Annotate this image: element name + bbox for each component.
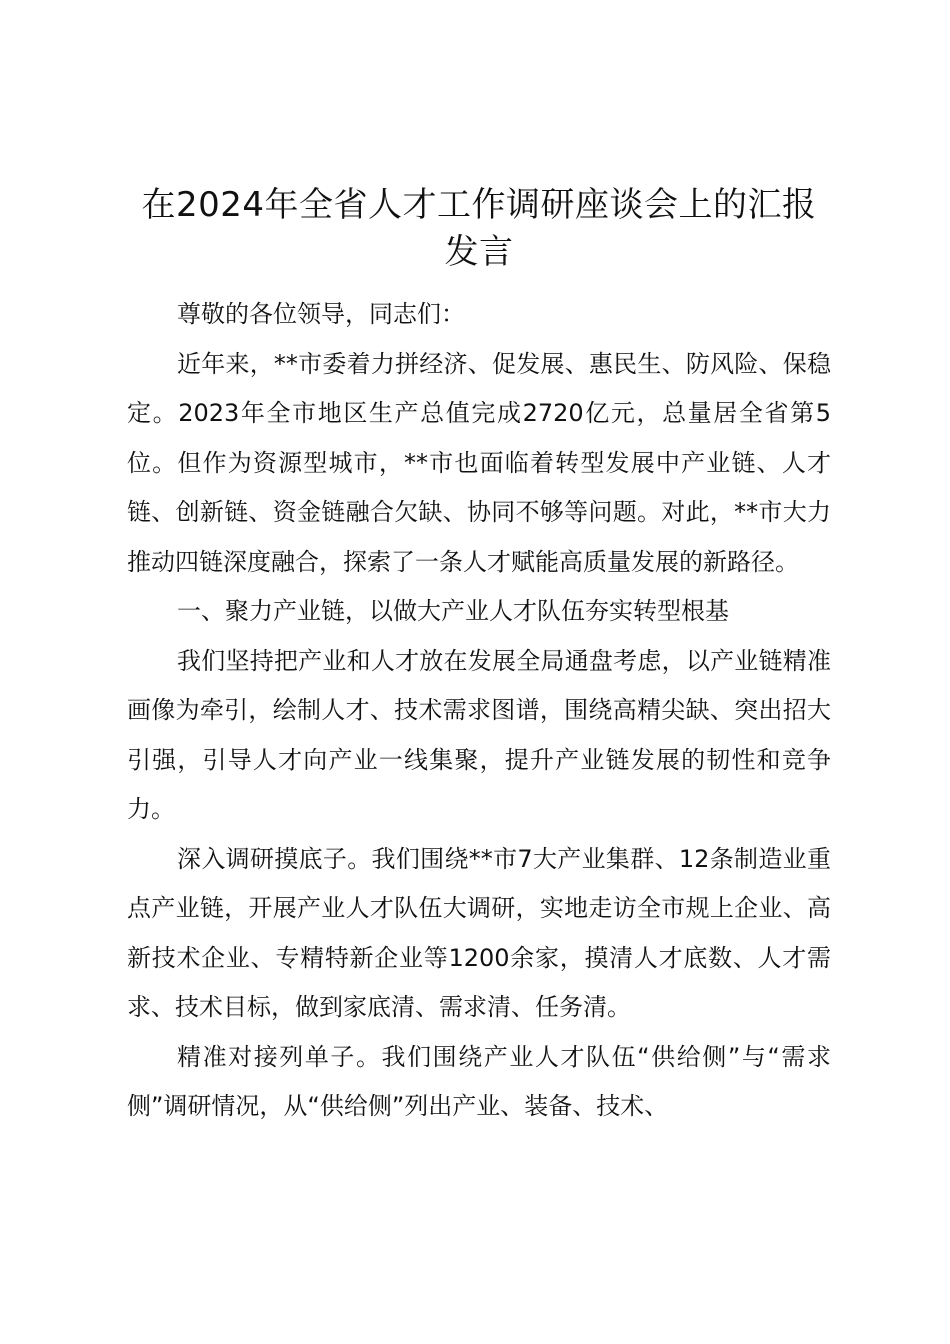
paragraph-intro: 近年来，**市委着力拼经济、促发展、惠民生、防风险、保稳定。2023年全市地区生产总值完成2720亿元，总量居全省第5位。但作为资源型城市，**市也面临着转型发展中产业链、人才链、创新链、资金链融合欠缺、协同不够等问题。对此，**市大力推动四链深度融合，探索了一条人才赋能高质量发展的新路径。 — [127, 349, 831, 576]
paragraph-section-1-overview: 我们坚持把产业和人才放在发展全局通盘考虑，以产业链精准画像为牵引，绘制人才、技术需求图谱，围绕高精尖缺、突出招大引强，引导人才向产业一线集聚，提升产业链发展的韧性和竞争力。 — [127, 646, 831, 823]
salutation: 尊敬的各位领导，同志们： — [177, 300, 465, 328]
document-title: 在2024年全省人才工作调研座谈会上的汇报发言 — [141, 185, 817, 272]
section-heading-1: 一、聚力产业链，以做大产业人才队伍夯实转型根基 — [177, 597, 729, 625]
paragraph-matching: 精准对接列单子。我们围绕产业人才队伍“供给侧”与“需求侧”调研情况，从“供给侧”列出产业、装备、技术、 — [127, 1042, 831, 1120]
paragraph-research: 深入调研摸底子。我们围绕**市7大产业集群、12条制造业重点产业链，开展产业人才队伍大调研，实地走访全市规上企业、高新技术企业、专精特新企业等1200余家，摸清人才底数、人才需求、技术目标，做到家底清、需求清、任务清。 — [127, 844, 831, 1021]
document-page — [127, 182, 831, 1132]
